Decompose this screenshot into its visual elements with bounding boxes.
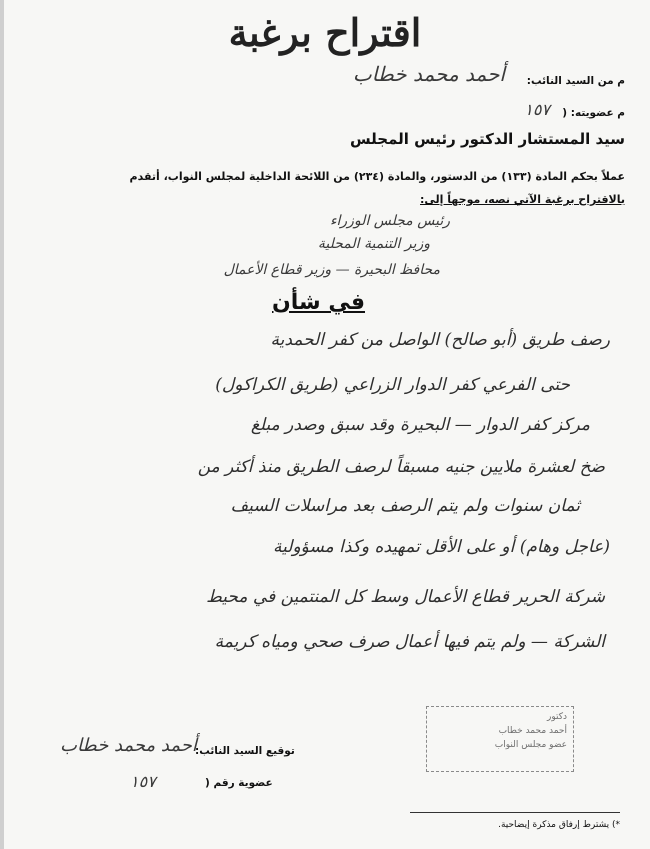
body-line: الشركة — ولم يتم فيها أعمال صرف صحي ومياه كريمة: [214, 632, 605, 652]
deputy-name-label: م من السيد النائب:: [526, 75, 625, 87]
body-line: شركة الحرير قطاع الأعمال وسط كل المنتمين في محيط: [206, 587, 605, 607]
recipient-item: وزير التنمية المحلية: [317, 236, 430, 252]
body-line: مركز كفر الدوار — البحيرة وقد سبق وصدر مبلغ: [250, 415, 590, 435]
signature-handwritten: أحمد محمد خطاب: [60, 735, 197, 756]
membership-number-handwritten: ١٥٧: [524, 100, 550, 119]
addressee-heading: سيد المستشار الدكتور رئيس المجلس: [349, 130, 625, 148]
stamp-line: أحمد محمد خطاب: [498, 726, 567, 736]
membership-footer-label: عضوية رقم (: [205, 777, 273, 789]
intro-paragraph: عملاً بحكم المادة (١٣٣) من الدستور، والمادة (٢٣٤) من اللائحة الداخلية لمجلس النواب، أتقدم: [129, 170, 625, 183]
recipient-item: رئيس مجلس الوزراء: [329, 213, 450, 229]
footnote-divider: [410, 812, 620, 813]
membership-footer-number: ١٥٧: [130, 772, 156, 791]
scan-edge-shadow: [0, 0, 4, 849]
body-line: ضخ لعشرة ملايين جنيه مسبقاً لرصف الطريق منذ أكثر من: [197, 457, 605, 477]
membership-label: م عضويته: (: [562, 107, 625, 119]
signature-label: توقيع السيد النائب:: [195, 745, 295, 757]
body-line: حتى الفرعي كفر الدوار الزراعي (طريق الكراكول): [215, 375, 570, 395]
body-line: (عاجل وهام) أو على الأقل تمهيده وكذا مسؤولية: [273, 537, 610, 557]
body-line: رصف طريق (أبو صالح) الواصل من كفر الحمدية: [270, 330, 610, 350]
proposal-intro: بالاقتراح برغبة الآتي نصه، موجهاً إلى:: [420, 193, 625, 206]
recipient-item: محافظ البحيرة — وزير قطاع الأعمال: [223, 262, 440, 278]
footnote: *) يشترط إرفاق مذكرة إيضاحية.: [498, 820, 620, 830]
stamp-line: دكتور: [546, 712, 567, 722]
subject-heading: في شأن: [272, 290, 365, 315]
deputy-name-handwritten: أحمد محمد خطاب: [352, 62, 505, 86]
document-title: اقتراح برغبة: [228, 10, 422, 55]
stamp-line: عضو مجلس النواب: [494, 740, 567, 750]
body-line: ثمان سنوات ولم يتم الرصف بعد مراسلات السيف: [230, 496, 580, 516]
official-stamp: [426, 706, 574, 772]
